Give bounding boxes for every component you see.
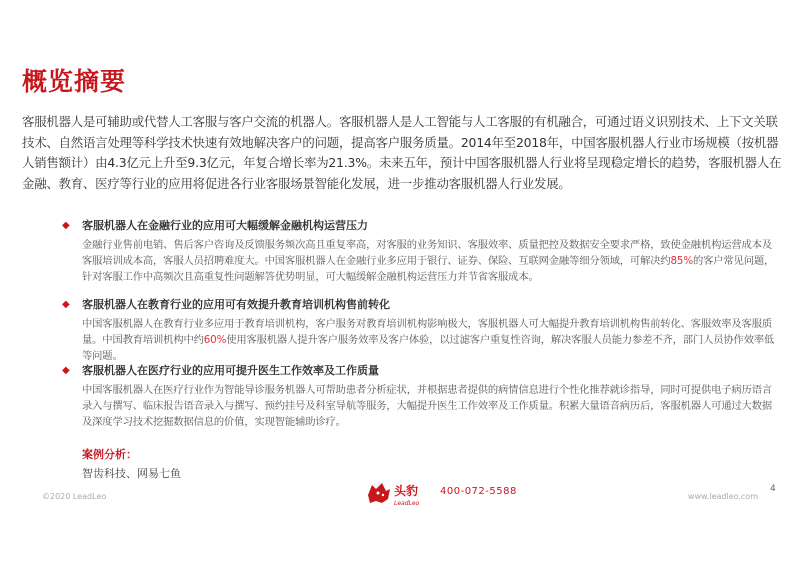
- leopard-logo-icon: [366, 479, 436, 507]
- section-medical: [62, 364, 782, 430]
- svg-text:LeadLeo: LeadLeo: [394, 500, 420, 507]
- section-body: [82, 316, 782, 364]
- footer-url[interactable]: www.leadleo.com: [687, 492, 758, 501]
- section-body-text-cont: 使用客服机器人提升客户服务效率及客户体验，以过滤客户重复性咨询，解决客服人员能力参差不齐，部门人员协作效率低等问题。: [82, 334, 775, 362]
- section-heading: [62, 298, 782, 312]
- diamond-bullet-icon: ◆: [62, 299, 70, 310]
- section-heading: [62, 364, 782, 378]
- section-body-text: 中国客服机器人在教育行业多应用于教育培训机构，客户服务对教育培训机构影响极大，客服机器人可大幅提升教育培训机构售前转化、客服效率及客服质量。中国教育培训机构中约: [82, 318, 772, 346]
- case-analysis-label: 案例分析：: [82, 448, 137, 461]
- section-heading-text: 客服机器人在金融行业的应用可大幅缓解金融机构运营压力: [82, 219, 368, 232]
- page-number: 4: [770, 484, 776, 494]
- leadleo-logo: [366, 479, 436, 507]
- section-body-text: 金融行业售前电销、售后客户咨询及反馈服务频次高且重复率高，对客服的业务知识、客服效率、质量把控及数据安全要求严格，致使金融机构运营成本及客服培训成本高，客服人员招聘难度大。中国客服机器人在金融行业多应用于银行、证券、保险、互联网金融等细分领域，可解决约: [82, 239, 772, 267]
- footer-copyright: ©2020 LeadLeo: [42, 492, 107, 501]
- section-education: [62, 298, 782, 364]
- section-heading-text: 客服机器人在医疗行业的应用可提升医生工作效率及工作质量: [82, 364, 379, 377]
- highlight-figure: 85%: [670, 255, 693, 267]
- page-title: 概览摘要: [22, 67, 127, 96]
- section-body: [82, 382, 782, 430]
- section-heading: [62, 219, 782, 233]
- section-body: [82, 237, 782, 285]
- case-analysis-text: 智齿科技、网易七鱼: [82, 467, 181, 480]
- diamond-bullet-icon: ◆: [62, 220, 70, 231]
- highlight-figure: 60%: [203, 334, 227, 346]
- section-heading-text: 客服机器人在教育行业的应用可有效提升教育培训机构售前转化: [82, 298, 390, 311]
- svg-text:头豹: 头豹: [394, 484, 419, 498]
- section-finance: [62, 219, 782, 285]
- diamond-bullet-icon: ◆: [62, 365, 70, 376]
- intro-paragraph: 客服机器人是可辅助或代替人工客服与客户交流的机器人。客服机器人是人工智能与人工客服的有机融合，可通过语义识别技术、上下文关联技术、自然语言处理等科学技术快速有效地解决客户的问题，提高客户服务质量。2014年至2018年，中国客服机器人行业市场规模（按机器人销售额计）由4.3亿元上升至9.3亿元，年复合增长率为21.3%。未来五年，预计中国客服机器人行业将呈现稳定增长的趋势，客服机器人在金融、教育、医疗等行业的应用将促进各行业客服场景智能化发展，进一步推动客服机器人行业发展。: [22, 114, 782, 191]
- footer-phone: 400-072-5588: [440, 486, 517, 497]
- section-body-text-cont: 的客户常见问题，针对客服工作中高频次且高重复性问题解答优势明显，可大幅缓解金融机构运营压力并节省客服成本。: [82, 255, 775, 283]
- section-body-text: 中国客服机器人在医疗行业作为智能导诊服务机器人可帮助患者分析症状，并根据患者提供的病情信息进行个性化推荐就诊指导，同时可提供电子病历语言录入与撰写、临床报告语音录入与撰写、预约挂号及科室导航等服务，大幅提升医生工作效率及工作质量。积累大量语音病历后，客服机器人可通过大数据及深度学习技术挖掘数据信息的价值，实现智能辅助诊疗。: [82, 384, 772, 428]
